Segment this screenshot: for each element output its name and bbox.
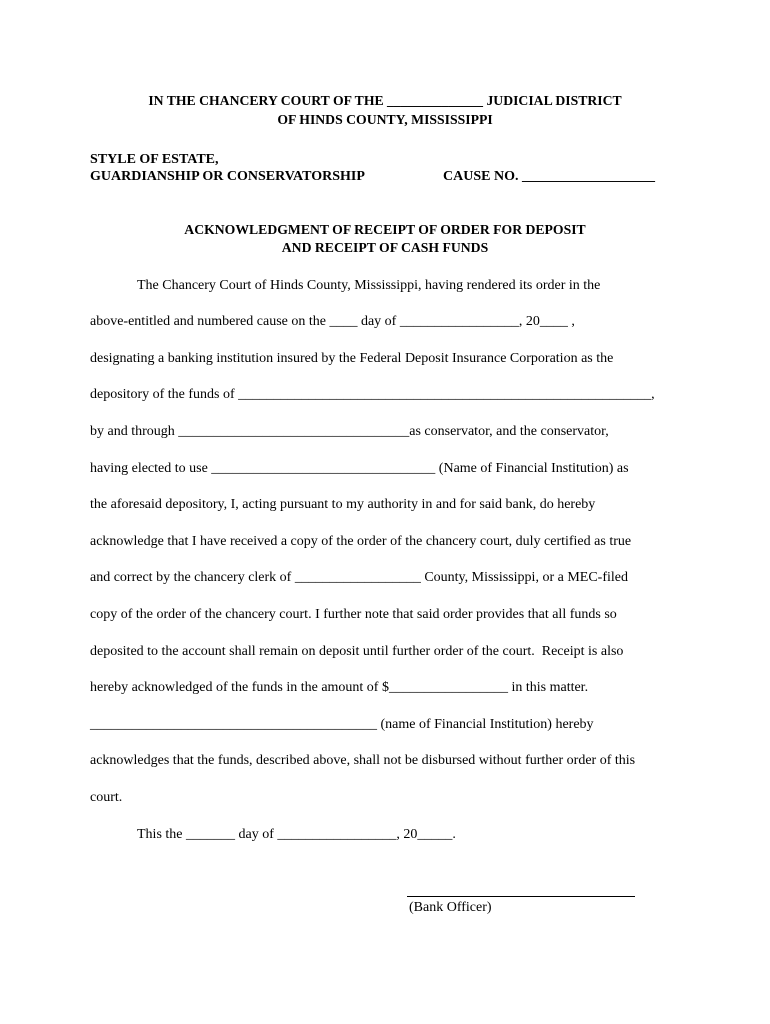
body-paragraph-line: deposited to the account shall remain on deposit until further order of the court. Receipt is also: [90, 644, 624, 659]
body-paragraph-line: the aforesaid depository, I, acting pursuant to my authority in and for said bank, do hereby: [90, 497, 596, 512]
body-paragraph-line: designating a banking institution insured by the Federal Deposit Insurance Corporation as the: [90, 351, 614, 366]
body-paragraph-line: and correct by the chancery clerk of __________________ County, Mississippi, or a MEC-filed: [90, 570, 628, 585]
body-paragraph-line: _________________________________________ (name of Financial Institution) hereby: [90, 717, 594, 732]
body-paragraph-line: copy of the order of the chancery court. I further note that said order provides that all funds so: [90, 607, 617, 622]
body-paragraph-line: court.: [90, 790, 123, 805]
signature-line: [407, 896, 635, 897]
document-title-line-2: AND RECEIPT OF CASH FUNDS: [281, 241, 489, 256]
dated-line: This the _______ day of _________________, 20_____.: [137, 827, 456, 842]
body-paragraph-line: acknowledge that I have received a copy of the order of the chancery court, duly certified as true: [90, 534, 632, 549]
body-paragraph-line: having elected to use ________________________________ (Name of Financial Institution) as: [90, 461, 629, 476]
cause-number-field: CAUSE NO. ___________________: [443, 169, 655, 184]
body-paragraph-line: The Chancery Court of Hinds County, Mississippi, having rendered its order in the: [137, 278, 601, 293]
body-paragraph-line: hereby acknowledged of the funds in the amount of $_________________ in this matter.: [90, 680, 589, 695]
body-paragraph-line: acknowledges that the funds, described above, shall not be disbursed without further order of this: [90, 753, 636, 768]
county-heading: OF HINDS COUNTY, MISSISSIPPI: [277, 113, 493, 128]
guardianship-label: GUARDIANSHIP OR CONSERVATORSHIP: [90, 169, 365, 184]
body-paragraph-line: depository of the funds of ___________________________________________________________,: [90, 387, 655, 402]
body-paragraph-line: above-entitled and numbered cause on the ____ day of _________________, 20____ ,: [90, 314, 575, 329]
style-of-estate-label: STYLE OF ESTATE,: [90, 152, 219, 167]
body-paragraph-line: by and through _________________________________as conservator, and the conservator,: [90, 424, 609, 439]
document-title-line-1: ACKNOWLEDGMENT OF RECEIPT OF ORDER FOR DEPOSIT: [184, 223, 586, 238]
bank-officer-label: (Bank Officer): [409, 900, 492, 915]
court-heading: IN THE CHANCERY COURT OF THE ______________ JUDICIAL DISTRICT: [148, 94, 622, 109]
